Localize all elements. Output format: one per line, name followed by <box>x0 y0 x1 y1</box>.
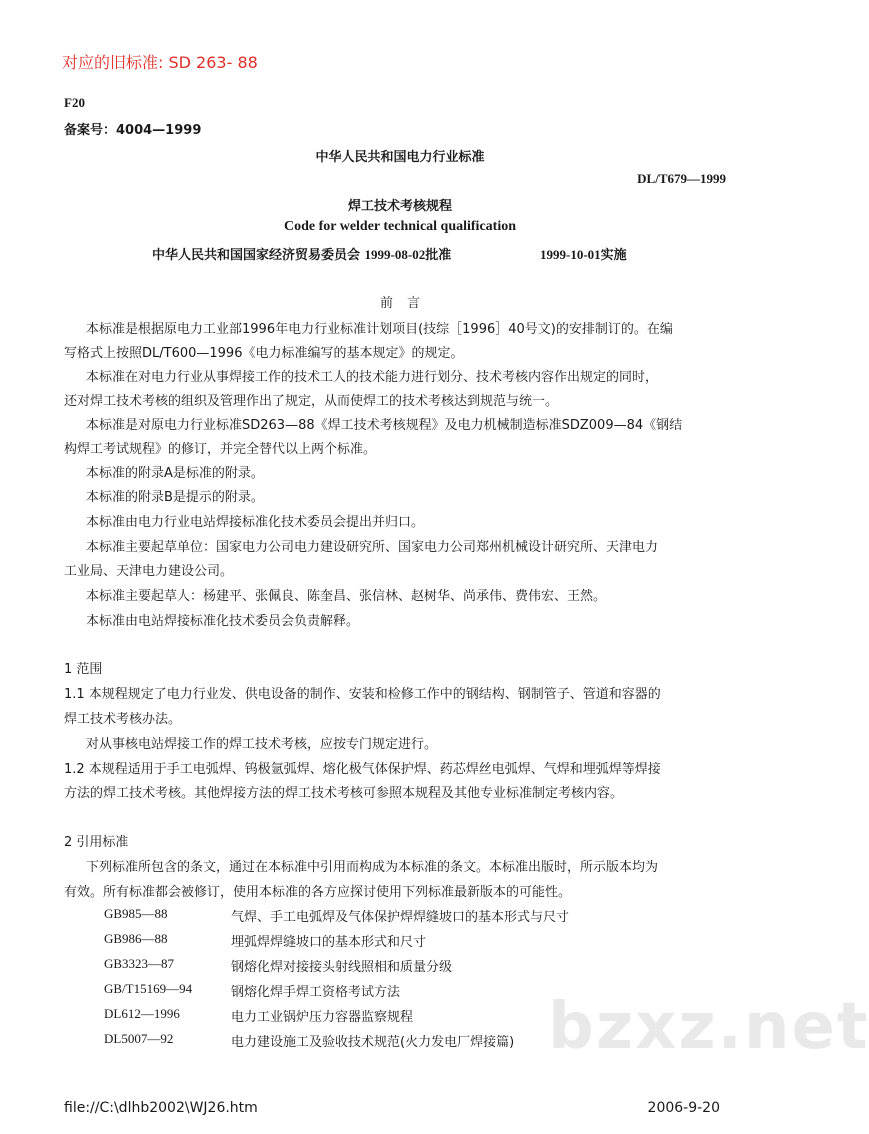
watermark: bzxz.net <box>548 990 869 1064</box>
foreword-line: 构焊工考试规程》的修订，并完全替代以上两个标准。 <box>64 442 377 457</box>
approval-label: 批准 <box>425 248 452 263</box>
reference-code: GB/T15169—94 <box>104 981 193 996</box>
foreword-line: 写格式上按照DL/T600—1996《电力标准编写的基本规定》的规定。 <box>64 346 464 361</box>
section-line: 1.2 本规程适用于手工电弧焊、钨极氩弧焊、熔化极气体保护焊、药芯焊丝电弧焊、气焊和埋弧焊等焊接 <box>64 762 661 777</box>
foreword-line: 本标准主要起草单位：国家电力公司电力建设研究所、国家电力公司郑州机械设计研究所、天津电力 <box>86 540 659 555</box>
reference-code: DL5007—92 <box>104 1031 174 1046</box>
section-line: 下列标准所包含的条文，通过在本标准中引用而构成为本标准的条文。本标准出版时，所示版本均为 <box>86 860 659 875</box>
reference-code: GB985—88 <box>104 906 168 921</box>
foreword-line: 本标准主要起草人：杨建平、张佩良、陈奎昌、张信林、赵树华、尚承伟、费伟宏、王然。 <box>86 589 607 604</box>
reference-code: GB986—88 <box>104 931 168 946</box>
section-line: 焊工技术考核办法。 <box>64 712 182 727</box>
foreword-line: 本标准是根据原电力工业部1996年电力行业标准计划项目(技综［1996］40号文)的安排制订的。在编 <box>86 322 673 337</box>
section-line: 1.1 本规程规定了电力行业发、供电设备的制作、安装和检修工作中的钢结构、钢制管子、管道和容器的 <box>64 687 661 702</box>
section-heading: 2 引用标准 <box>64 835 129 850</box>
foreword-line: 本标准是对原电力行业标准SD263—88《焊工技术考核规程》及电力机械制造标准SDZ009—84《钢结 <box>86 418 683 433</box>
document-title-english: Code for welder technical qualification <box>283 219 517 234</box>
issuing-organization: 中华人民共和国电力行业标准 <box>315 150 485 165</box>
section-line: 对从事核电站焊接工作的焊工技术考核，应按专门规定进行。 <box>86 737 438 752</box>
approval-date: 1999-08-02 <box>364 247 426 262</box>
approval-organization: 中华人民共和国国家经济贸易委员会 <box>152 248 361 263</box>
reference-name: 埋弧焊焊缝坡口的基本形式和尺寸 <box>231 935 427 950</box>
foreword-line: 还对焊工技术考核的组织及管理作出了规定，从而使焊工的技术考核达到规范与统一。 <box>64 394 559 409</box>
implementation <box>540 244 627 263</box>
implementation-label: 实施 <box>600 248 627 263</box>
classification-code: F20 <box>64 95 85 110</box>
approval-line <box>152 244 627 263</box>
section-heading: 1 范围 <box>64 662 103 677</box>
foreword-line: 本标准在对电力行业从事焊接工作的技术工人的技术能力进行划分、技术考核内容作出规定的同时， <box>86 370 659 385</box>
foreword-line: 本标准由电力行业电站焊接标准化技术委员会提出并归口。 <box>86 515 425 530</box>
reference-name: 气焊、手工电弧焊及气体保护焊焊缝坡口的基本形式与尺寸 <box>231 910 570 925</box>
standard-number: DL/T679—1999 <box>637 171 726 186</box>
foreword-line: 工业局、天津电力建设公司。 <box>64 564 234 579</box>
reference-code: GB3323—87 <box>104 956 175 971</box>
reference-name: 电力工业锅炉压力容器监察规程 <box>231 1010 414 1025</box>
section-line: 方法的焊工技术考核。其他焊接方法的焊工技术考核可参照本规程及其他专业标准制定考核内容。 <box>64 786 624 801</box>
record-number: 备案号：4004—1999 <box>64 123 202 138</box>
foreword-line: 本标准由电站焊接标准化技术委员会负责解释。 <box>86 614 360 629</box>
foreword-line: 本标准的附录A是标准的附录。 <box>86 466 264 481</box>
footer-date: 2006-9-20 <box>647 1100 720 1116</box>
reference-code: DL612—1996 <box>104 1006 180 1021</box>
section-line: 有效。所有标准都会被修订，使用本标准的各方应探讨使用下列标准最新版本的可能性。 <box>64 885 572 900</box>
reference-name: 电力建设施工及验收技术规范(火力发电厂焊接篇) <box>231 1035 515 1050</box>
implementation-date: 1999-10-01 <box>540 247 601 262</box>
foreword-heading: 前言 <box>379 296 434 311</box>
document-title: 焊工技术考核规程 <box>347 199 452 214</box>
reference-name: 钢熔化焊对接接头射线照相和质量分级 <box>231 960 453 975</box>
foreword-line: 本标准的附录B是提示的附录。 <box>86 490 264 505</box>
reference-name: 钢熔化焊手焊工资格考试方法 <box>231 985 401 1000</box>
old-standard-note: 对应的旧标准: SD 263- 88 <box>62 53 258 72</box>
footer-file-path: file://C:\dlhb2002\WJ26.htm <box>64 1100 258 1116</box>
